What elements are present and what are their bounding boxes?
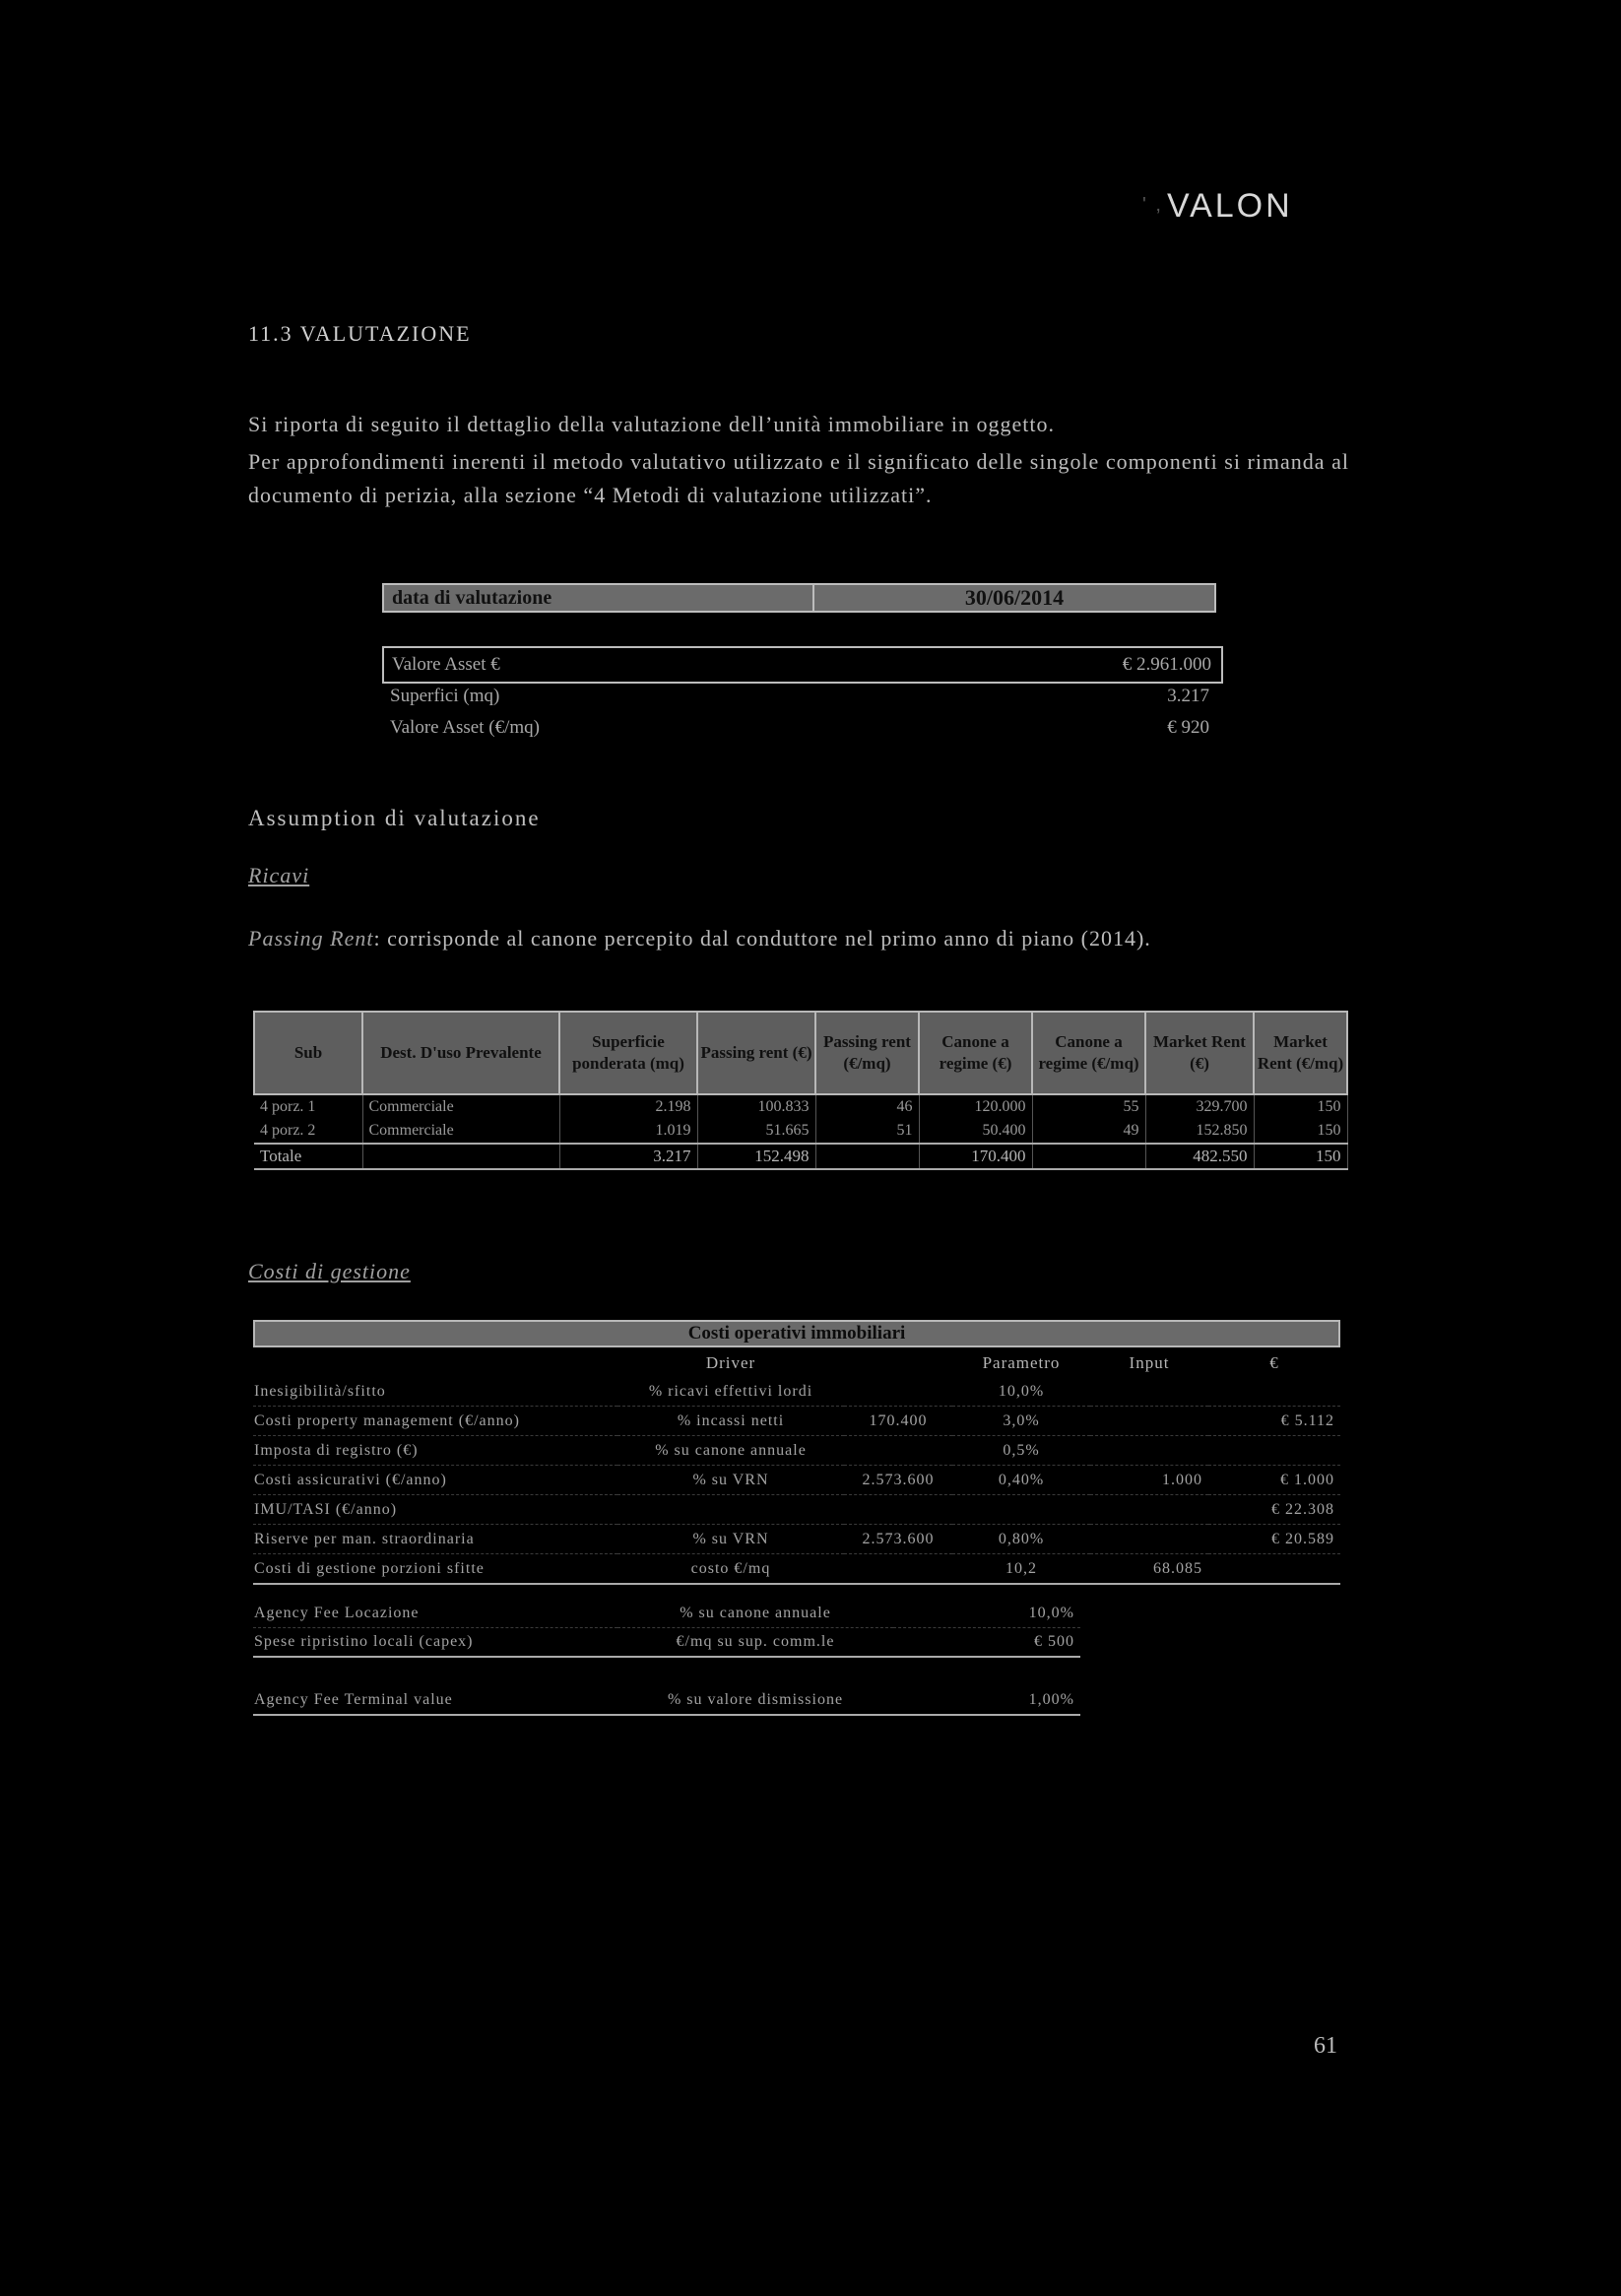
table-cell: 10,0% [893,1600,1080,1628]
table-cell: % ricavi effettivi lordi [617,1377,844,1407]
total-row [254,1144,1347,1169]
table-cell: Agency Fee Locazione [253,1600,617,1628]
rent-col-header: Canone a regime (€/mq) [1032,1012,1145,1094]
cost-table-title: Costi operativi immobiliari [253,1320,1340,1347]
table-cell: 1.000 [1090,1466,1208,1495]
table-cell: % incassi netti [617,1407,844,1436]
company-logo [1142,187,1293,226]
table-cell: 150 [1254,1119,1347,1144]
agency-fee-table [253,1600,1080,1658]
table-cell: 150 [1254,1094,1347,1119]
logo-mark: ' , [1142,194,1163,216]
cost-col-header: € [1269,1353,1279,1372]
table-cell: 150 [1254,1144,1347,1169]
table-cell: 50.400 [919,1119,1032,1144]
cost-col-header: Parametro [982,1353,1061,1372]
table-row [253,1600,1080,1628]
intro-paragraph-2: Per approfondimenti inerenti il metodo valutativo utilizzato e il significato delle singole componenti si rimanda al documento di perizia, alla sezione “4 Metodi di valutazione utilizzati”. [248,449,1349,507]
intro-paragraph-1: Si riporta di seguito il dettaglio della valutazione dell’unità immobiliare in oggetto. [248,412,1055,436]
valuation-date-label: data di valutazione [382,583,817,613]
table-cell: 55 [1032,1094,1145,1119]
table-cell: € 500 [893,1628,1080,1658]
table-row [253,1466,1340,1495]
cost-col-header [253,1349,617,1377]
table-row [253,1628,1080,1658]
valuation-row [382,680,1219,713]
table-cell [362,1144,559,1169]
table-cell [617,1495,844,1525]
valuation-row-label: Valore Asset (€/mq) [390,717,540,738]
section-title: 11.3 VALUTAZIONE [248,321,472,346]
table-cell: % su valore dismissione [617,1686,893,1715]
table-cell: 120.000 [919,1094,1032,1119]
table-cell: 0,40% [952,1466,1090,1495]
table-cell: 0,5% [952,1436,1090,1466]
table-cell [1090,1525,1208,1554]
valuation-row-value: € 2.961.000 [1122,654,1211,675]
table-cell [1208,1554,1340,1585]
cost-col-header: Driver [705,1353,756,1372]
table-cell: € 5.112 [1208,1407,1340,1436]
table-cell [844,1495,952,1525]
costi-heading: Costi di gestione [248,1259,411,1283]
passing-rent-note [248,926,1151,951]
table-row [253,1495,1340,1525]
table-cell [1090,1436,1208,1466]
table-cell: Costi assicurativi (€/anno) [253,1466,617,1495]
table-cell: Riserve per man. straordinaria [253,1525,617,1554]
table-cell [1090,1407,1208,1436]
logo-text: VALON [1166,187,1293,225]
table-cell: € 1.000 [1208,1466,1340,1495]
table-cell: 4 porz. 2 [254,1119,362,1144]
table-cell: 3,0% [952,1407,1090,1436]
valuation-row [382,711,1219,745]
table-cell [844,1436,952,1466]
rent-col-header: Market Rent (€/mq) [1254,1012,1347,1094]
rent-table [253,1011,1348,1170]
ricavi-heading: Ricavi [248,863,310,887]
valuation-date-value: 30/06/2014 [812,583,1216,613]
table-cell: Agency Fee Terminal value [253,1686,617,1715]
passing-rent-text: : corrisponde al canone percepito dal conduttore nel primo anno di piano (2014). [373,926,1151,951]
valuation-row [382,646,1223,684]
table-cell: IMU/TASI (€/anno) [253,1495,617,1525]
rent-col-header: Superficie ponderata (mq) [559,1012,697,1094]
table-cell: costo €/mq [617,1554,844,1585]
table-cell: 10,0% [952,1377,1090,1407]
table-cell: % su VRN [617,1466,844,1495]
cost-table-header [253,1349,1340,1377]
table-row [253,1377,1340,1407]
table-cell: €/mq su sup. comm.le [617,1628,893,1658]
table-cell: % su canone annuale [617,1436,844,1466]
table-cell: 51 [815,1119,919,1144]
table-cell: 2.573.600 [844,1525,952,1554]
table-cell [1208,1436,1340,1466]
table-cell: 170.400 [919,1144,1032,1169]
table-row [254,1119,1347,1144]
table-row [253,1686,1080,1715]
table-cell [1208,1377,1340,1407]
table-cell [1032,1144,1145,1169]
assumption-heading: Assumption di valutazione [248,806,541,830]
table-cell [844,1377,952,1407]
table-cell: 10,2 [952,1554,1090,1585]
table-cell: 1,00% [893,1686,1080,1715]
table-row [253,1525,1340,1554]
table-cell: Commerciale [362,1094,559,1119]
table-cell: % su VRN [617,1525,844,1554]
table-cell: Imposta di registro (€) [253,1436,617,1466]
valuation-row-label: Superfici (mq) [390,686,500,706]
table-row [253,1407,1340,1436]
table-cell: € 22.308 [1208,1495,1340,1525]
table-cell: 68.085 [1090,1554,1208,1585]
page-number: 61 [1314,2033,1337,2059]
table-cell: 49 [1032,1119,1145,1144]
table-cell: Costi di gestione porzioni sfitte [253,1554,617,1585]
cost-col-header: Input [1129,1353,1170,1372]
table-cell: Costi property management (€/anno) [253,1407,617,1436]
table-cell: 100.833 [697,1094,815,1119]
table-cell [815,1144,919,1169]
table-row [254,1094,1347,1119]
valuation-row-value: 3.217 [1167,686,1209,706]
table-cell: Commerciale [362,1119,559,1144]
rent-col-header: Canone a regime (€) [919,1012,1032,1094]
table-row [253,1436,1340,1466]
rent-col-header: Dest. D'uso Prevalente [362,1012,559,1094]
cost-table [253,1349,1340,1585]
table-cell: 482.550 [1145,1144,1254,1169]
valuation-row-label: Valore Asset € [392,654,500,675]
table-cell: Inesigibilità/sfitto [253,1377,617,1407]
table-cell: Spese ripristino locali (capex) [253,1628,617,1658]
table-cell: 170.400 [844,1407,952,1436]
table-cell: 3.217 [559,1144,697,1169]
table-cell [1090,1495,1208,1525]
rent-col-header: Market Rent (€) [1145,1012,1254,1094]
table-row [253,1554,1340,1585]
table-cell: 0,80% [952,1525,1090,1554]
table-cell [952,1495,1090,1525]
table-cell: Totale [254,1144,362,1169]
table-cell: 152.498 [697,1144,815,1169]
rent-col-header: Sub [254,1012,362,1094]
table-cell: 329.700 [1145,1094,1254,1119]
rent-col-header: Passing rent (€/mq) [815,1012,919,1094]
table-cell: 4 porz. 1 [254,1094,362,1119]
passing-rent-term: Passing Rent [248,926,374,951]
terminal-fee-table [253,1686,1080,1716]
table-cell [844,1554,952,1585]
table-cell: 1.019 [559,1119,697,1144]
rent-col-header: Passing rent (€) [697,1012,815,1094]
table-cell: € 20.589 [1208,1525,1340,1554]
table-cell: 152.850 [1145,1119,1254,1144]
table-cell [1090,1377,1208,1407]
cost-col-header [844,1349,952,1377]
valuation-row-value: € 920 [1167,717,1209,738]
table-cell: 51.665 [697,1119,815,1144]
rent-table-header [254,1012,1347,1094]
table-cell: % su canone annuale [617,1600,893,1628]
table-cell: 2.198 [559,1094,697,1119]
table-cell: 2.573.600 [844,1466,952,1495]
table-cell: 46 [815,1094,919,1119]
